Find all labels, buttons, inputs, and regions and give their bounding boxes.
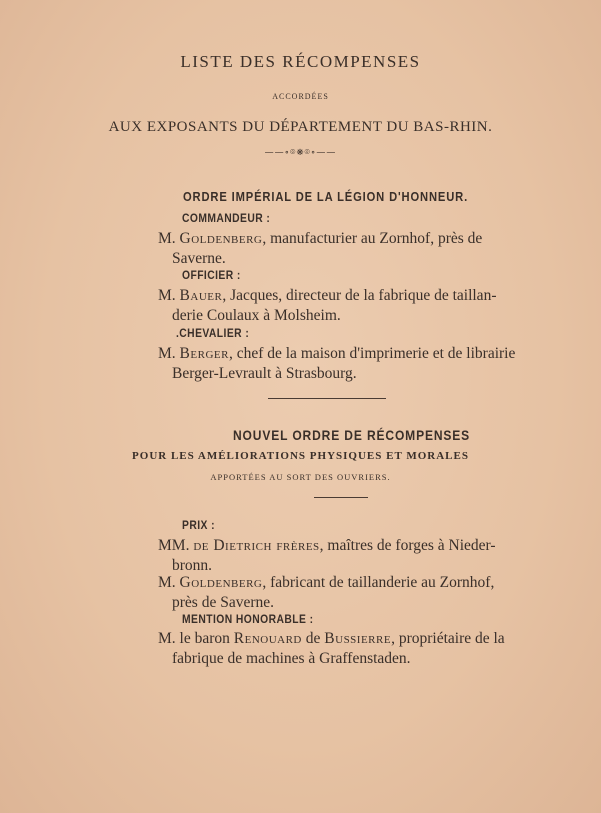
- mention-label: MENTION HONORABLE :: [182, 612, 314, 626]
- officier-label: OFFICIER :: [182, 268, 241, 282]
- chevalier-entry: M. Berger, chef de la maison d'imprimerie et de librairie Berger-Levrault à Strasbourg.: [158, 345, 516, 382]
- prix-entry-1: MM. de Dietrich frères, maîtres de forges à Nieder- bronn.: [158, 537, 496, 574]
- chevalier-label: .CHEVALIER :: [176, 326, 250, 340]
- awardee-name: Berger: [179, 345, 229, 362]
- awardee-name: Goldenberg: [179, 574, 263, 591]
- prix-entry-2: M. Goldenberg, fabricant de taillanderie au Zornhof, près de Saverne.: [158, 574, 495, 611]
- legion-heading: ORDRE IMPÉRIAL DE LA LÉGION D'HONNEUR.: [183, 189, 469, 204]
- prix-label: PRIX :: [182, 518, 215, 532]
- commandeur-entry: M. Goldenberg, manufacturier au Zornhof, près de Saverne.: [158, 230, 483, 267]
- page-subtitle: ACCORDÉES: [272, 92, 329, 101]
- department-line: AUX EXPOSANTS DU DÉPARTEMENT DU BAS-RHIN.: [108, 119, 493, 135]
- awardee-name: Bauer: [179, 287, 223, 304]
- commandeur-label: COMMANDEUR :: [182, 211, 271, 225]
- nouvel-ordre-subheading: POUR LES AMÉLIORATIONS PHYSIQUES ET MORALES: [132, 450, 469, 462]
- awardee-name: Renouard: [233, 630, 302, 647]
- section-rule: [268, 398, 386, 399]
- awardee-name: Bussierre: [324, 630, 392, 647]
- awardee-name: Goldenberg: [179, 230, 263, 247]
- ornament-divider: ——∘⌾❋⌾∘——: [264, 148, 337, 158]
- nouvel-ordre-subheading-2: APPORTÉES AU SORT DES OUVRIERS.: [210, 472, 391, 482]
- page-title: LISTE DES RÉCOMPENSES: [180, 52, 421, 71]
- mention-entry: M. le baron Renouard de Bussierre, propriétaire de la fabrique de machines à Graffenstaden.: [158, 630, 505, 667]
- awardee-name: de Dietrich frères: [193, 537, 320, 554]
- officier-entry: M. Bauer, Jacques, directeur de la fabrique de taillan- derie Coulaux à Molsheim.: [158, 287, 497, 324]
- section-rule-short: [314, 497, 368, 498]
- nouvel-ordre-heading: NOUVEL ORDRE DE RÉCOMPENSES: [233, 427, 471, 443]
